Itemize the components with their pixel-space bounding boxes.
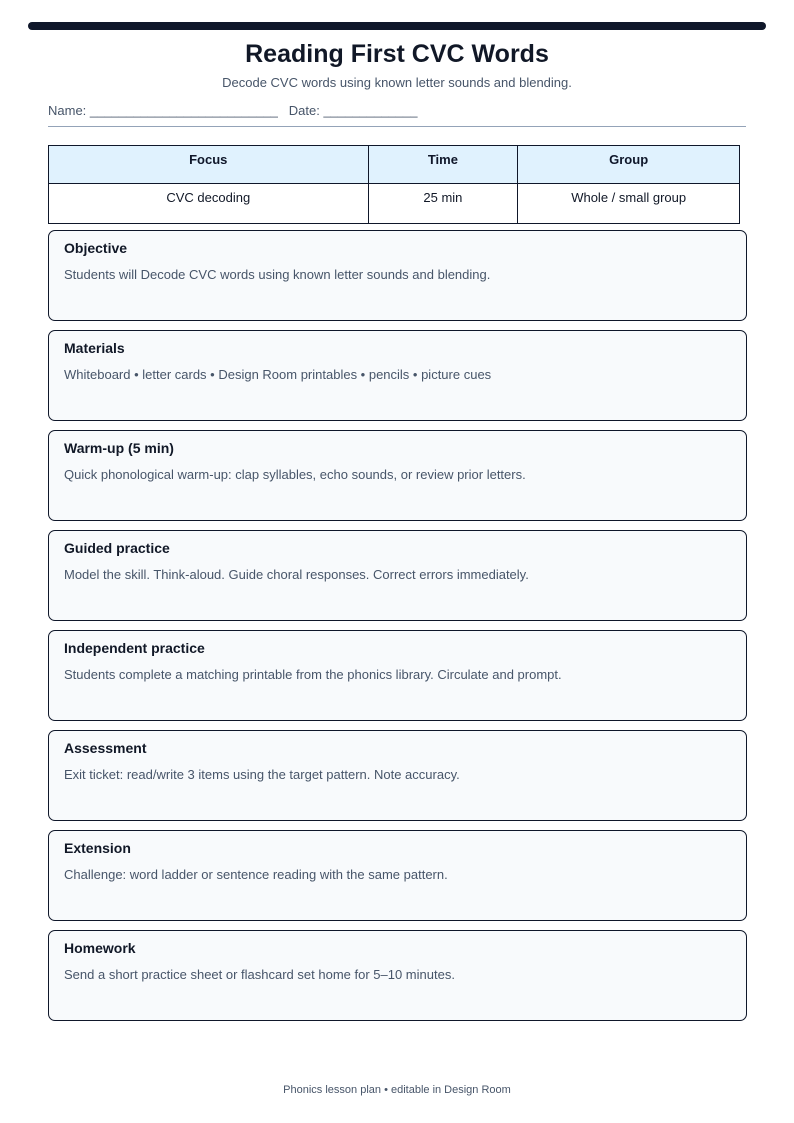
section-materials: [48, 330, 747, 421]
page-footer: Phonics lesson plan • editable in Design Room: [283, 1084, 511, 1096]
table-header-row: [49, 146, 740, 184]
date-line[interactable]: _____________: [323, 103, 418, 118]
section-guided-practice: [48, 530, 747, 621]
name-label: Name:: [48, 103, 87, 118]
section-title: Extension: [64, 840, 131, 856]
section-independent-practice: [48, 630, 747, 721]
section-body: Whiteboard • letter cards • Design Room printables • pencils • picture cues: [64, 367, 492, 382]
header-focus: Focus: [49, 146, 369, 184]
section-title: Guided practice: [64, 540, 170, 556]
section-title: Assessment: [64, 740, 147, 756]
section-homework: [48, 930, 747, 1021]
section-body: Send a short practice sheet or flashcard set home for 5–10 minutes.: [64, 967, 455, 982]
cell-group: Whole / small group: [518, 184, 740, 224]
section-title: Homework: [64, 940, 136, 956]
section-body: Exit ticket: read/write 3 items using the target pattern. Note accuracy.: [64, 767, 460, 782]
lesson-info-table: [48, 145, 740, 224]
section-title: Objective: [64, 240, 128, 256]
name-date-row: [48, 103, 417, 118]
header-time: Time: [368, 146, 518, 184]
section-extension: [48, 830, 747, 921]
section-body: Students will Decode CVC words using known letter sounds and blending.: [64, 267, 491, 282]
section-title: Independent practice: [64, 640, 205, 656]
header-group: Group: [518, 146, 740, 184]
section-body: Quick phonological warm-up: clap syllables, echo sounds, or review prior letters.: [64, 467, 526, 482]
header-divider: [48, 126, 746, 127]
cell-focus: CVC decoding: [49, 184, 369, 224]
section-body: Challenge: word ladder or sentence reading with the same pattern.: [64, 867, 448, 882]
page-subtitle: Decode CVC words using known letter sounds and blending.: [222, 75, 572, 90]
cell-time: 25 min: [368, 184, 518, 224]
section-body: Students complete a matching printable from the phonics library. Circulate and prompt.: [64, 667, 562, 682]
section-body: Model the skill. Think-aloud. Guide choral responses. Correct errors immediately.: [64, 567, 529, 582]
name-line[interactable]: __________________________: [89, 103, 278, 118]
section-title: Materials: [64, 340, 125, 356]
section-objective: [48, 230, 747, 321]
header-accent-bar: [28, 22, 766, 30]
lesson-sections: [48, 230, 747, 1030]
section-warm-up: [48, 430, 747, 521]
page-title: Reading First CVC Words: [245, 40, 549, 68]
table-row: [49, 184, 740, 224]
section-title: Warm-up (5 min): [64, 440, 174, 456]
section-assessment: [48, 730, 747, 821]
date-label: Date:: [288, 103, 320, 118]
